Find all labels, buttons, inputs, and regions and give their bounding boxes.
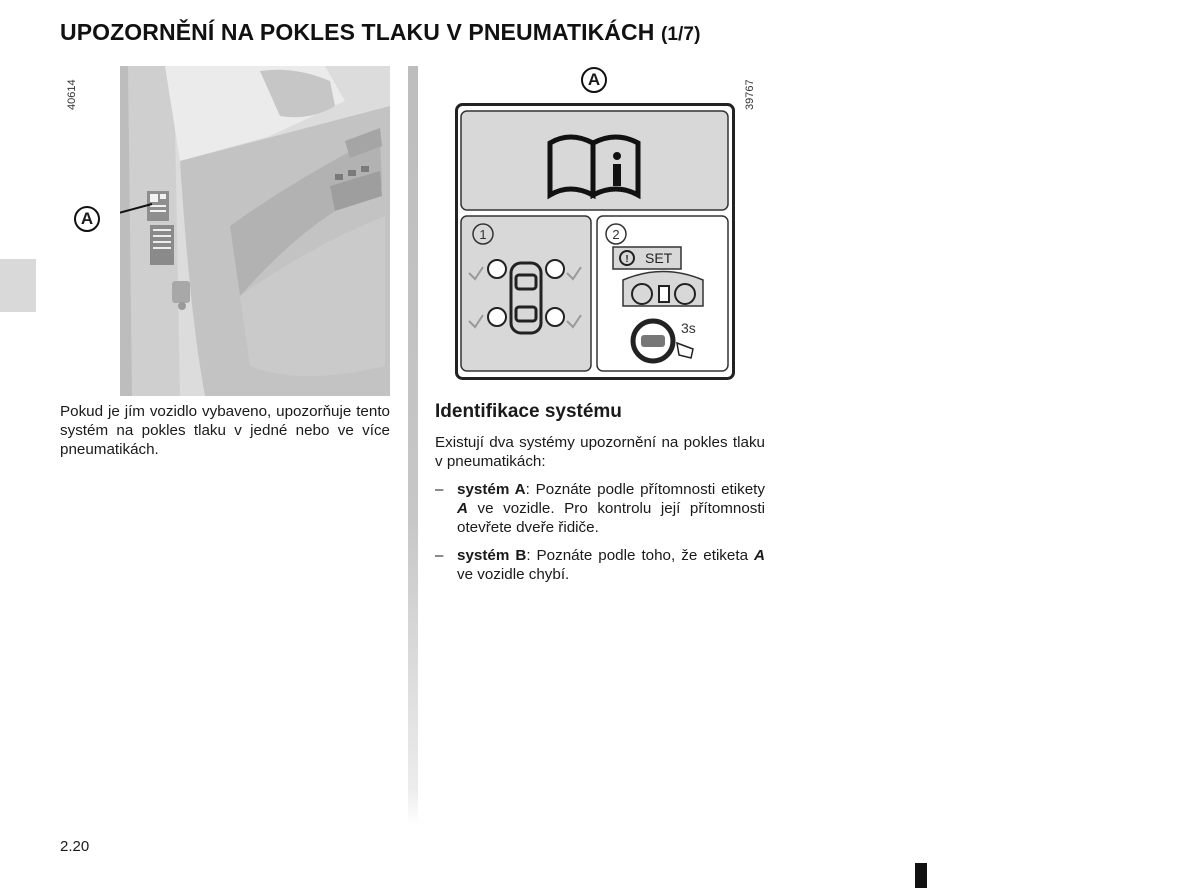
page-number: 2.20 — [60, 838, 90, 855]
door-illustration — [120, 66, 390, 396]
svg-text:2: 2 — [612, 227, 620, 242]
print-mark — [915, 863, 927, 888]
tpms-label-illustration — [455, 103, 735, 380]
systems-intro: Existují dva systémy upozornění na pokles tlaku v pneumatikách: — [435, 434, 765, 470]
bullet-text: ve vozidle. Pro kontrolu její přítomnosti otevřete dveře řidiče. — [457, 500, 765, 536]
bullet-text: : Poznáte podle toho, že etiketa — [526, 547, 755, 564]
page-title — [60, 19, 701, 46]
instrument-cluster-icon — [623, 272, 703, 307]
figure-ref-left: 40614 — [66, 79, 78, 110]
systems-list — [435, 480, 765, 593]
chapter-tab — [0, 259, 36, 312]
bullet-ref: A — [457, 500, 468, 517]
callout-A-left: A — [74, 206, 100, 232]
column-divider — [408, 66, 418, 826]
section-heading: Identifikace systému — [435, 401, 622, 422]
intro-paragraph: Pokud je jím vozidlo vybaveno, upozorňuje tento systém na pokles tlaku v jedné nebo ve více pneumatikách. — [60, 403, 390, 458]
bullet-dash: – — [435, 481, 444, 498]
list-item — [435, 546, 765, 584]
figure-ref-right: 39767 — [744, 79, 756, 110]
svg-text:!: ! — [625, 254, 629, 265]
svg-text:1: 1 — [479, 227, 487, 242]
bullet-term: systém B — [457, 547, 527, 564]
bullet-dash: – — [435, 547, 444, 564]
bullet-ref: A — [754, 547, 765, 564]
list-item — [435, 480, 765, 537]
bullet-text: : Poznáte podle přítomnosti etikety — [525, 481, 765, 498]
title-part: (1/7) — [660, 24, 701, 45]
title-text: UPOZORNĚNÍ NA POKLES TLAKU V PNEUMATIKÁCH — [60, 19, 655, 45]
duration-text: 3s — [681, 320, 696, 336]
callout-A-right: A — [581, 67, 607, 93]
bullet-text: ve vozidle chybí. — [457, 566, 570, 583]
set-text: SET — [645, 250, 673, 266]
bullet-term: systém A — [457, 481, 526, 498]
